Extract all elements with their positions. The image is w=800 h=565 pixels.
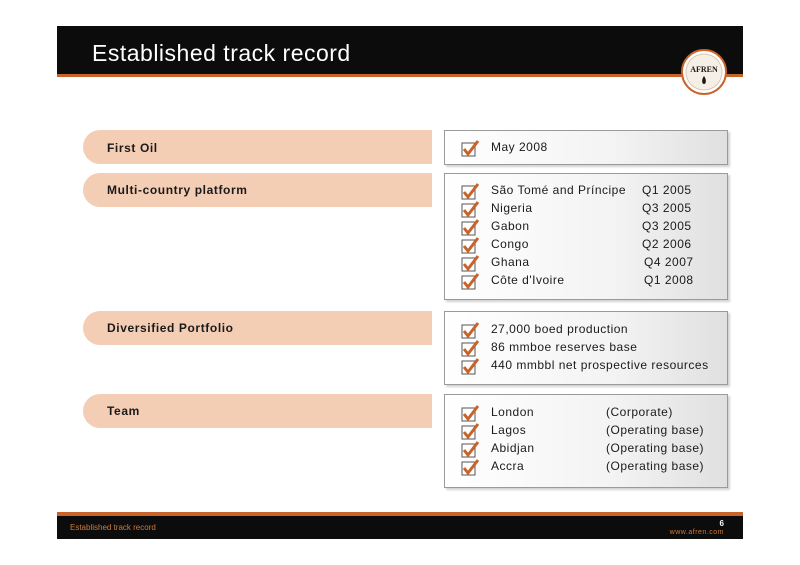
section-label-text: Multi-country platform [107,183,248,197]
footer-title: Established track record [70,523,156,532]
item-text: 27,000 boed production [491,322,629,336]
logo-text: AFREN [690,65,718,74]
section-box-diversified-portfolio [444,311,728,385]
checkbox-tick-icon [461,236,479,254]
item-text: Nigeria [491,201,533,215]
section-box-multi-country [444,173,728,300]
item-role: (Operating base) [606,459,705,473]
item-date: Q2 2006 [642,237,692,251]
section-label-text: Diversified Portfolio [107,321,234,335]
checkbox-tick-icon [461,458,479,476]
list-item [461,339,723,357]
item-text: Abidjan [491,441,535,455]
item-text: Ghana [491,255,530,269]
section-label-team [83,394,432,428]
footer-bar [57,516,743,539]
checkbox-tick-icon [461,339,479,357]
list-item [461,321,723,339]
checkbox-tick-icon [461,272,479,290]
list-item [461,458,723,476]
list-item [461,182,723,200]
item-text: May 2008 [491,140,548,154]
list-item [461,422,723,440]
section-label-first-oil [83,130,432,164]
item-text: Gabon [491,219,530,233]
header-accent-stripe [57,74,743,77]
list-item [461,254,723,272]
list-item [461,357,723,375]
checkbox-tick-icon [461,182,479,200]
section-label-text: First Oil [107,141,158,155]
item-text: Lagos [491,423,527,437]
item-date: Q1 2005 [642,183,692,197]
section-label-text: Team [107,404,140,418]
item-role: (Corporate) [606,405,673,419]
checkbox-tick-icon [461,321,479,339]
checkbox-tick-icon [461,440,479,458]
section-label-multi-country [83,173,432,207]
item-text: 440 mmbbl net prospective resources [491,358,709,372]
checkbox-tick-icon [461,200,479,218]
checkbox-tick-icon [461,404,479,422]
section-label-diversified-portfolio [83,311,432,345]
list-item [461,200,723,218]
list-item [461,236,723,254]
item-role: (Operating base) [606,423,705,437]
item-text: Congo [491,237,529,251]
list-item [461,218,723,236]
checkbox-tick-icon [461,357,479,375]
checkbox-tick-icon [461,254,479,272]
checkbox-tick-icon [461,139,479,157]
item-text: Côte d'Ivoire [491,273,565,287]
list-item [461,404,723,422]
afren-logo [681,49,727,95]
section-box-first-oil [444,130,728,165]
item-text: São Tomé and Príncipe [491,183,627,197]
checkbox-tick-icon [461,422,479,440]
item-date: Q1 2008 [644,273,694,287]
list-item [461,272,723,290]
item-text: London [491,405,535,419]
item-date: Q4 2007 [644,255,694,269]
item-text: Accra [491,459,525,473]
page-number: 6 [719,519,724,528]
list-item [461,139,723,157]
section-box-team [444,394,728,488]
list-item [461,440,723,458]
item-text: 86 mmboe reserves base [491,340,638,354]
item-date: Q3 2005 [642,219,692,233]
item-date: Q3 2005 [642,201,692,215]
page-title: Established track record [92,40,351,66]
item-role: (Operating base) [606,441,705,455]
footer-url: www.afren.com [669,529,724,536]
checkbox-tick-icon [461,218,479,236]
